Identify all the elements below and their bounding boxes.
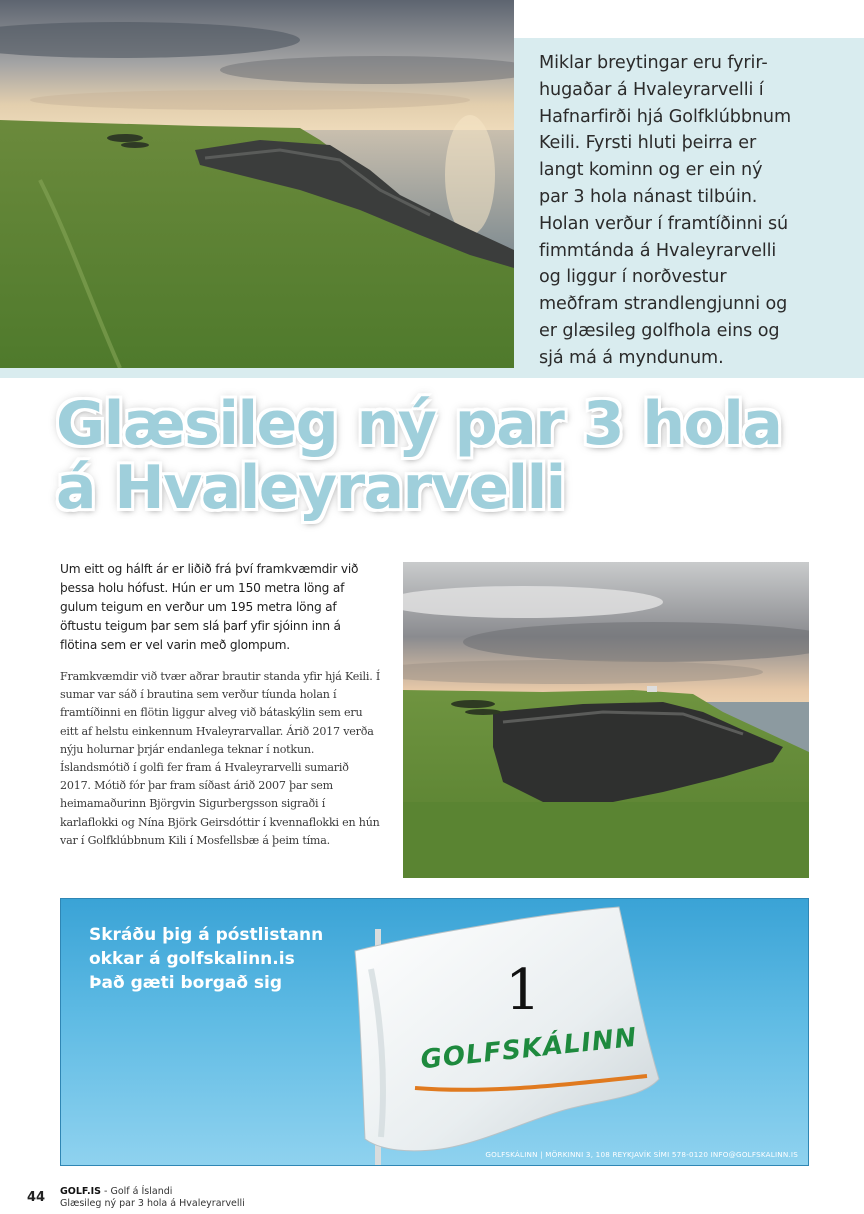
intro-box [514, 38, 864, 378]
footer-brand: GOLF.IS [60, 1186, 102, 1197]
intro-line: Keili. Fyrsti hluti þeirra er [539, 133, 757, 154]
intro-line: og liggur í norðvestur [539, 267, 727, 288]
flag-number: 1 [505, 958, 541, 1023]
headline-line-1: Glæsileg ný par 3 hola [56, 389, 782, 459]
page-number: 44 [27, 1190, 46, 1205]
intro-line: Hafnarfirði hjá Golfklúbbnum [539, 106, 792, 127]
logo-swoosh-icon [411, 1074, 651, 1094]
course-photo [403, 562, 809, 878]
intro-line: hugaðar á Hvaleyrarvelli í [539, 79, 764, 100]
hero-photo [0, 0, 514, 368]
intro-line: er glæsileg golfhola eins og [539, 320, 780, 341]
ad-line-2[interactable]: okkar á golfskalinn.is [89, 949, 295, 969]
intro-line: Miklar breytingar eru fyrir- [539, 53, 768, 73]
footer-section: - Golf á Íslandi [101, 1186, 173, 1197]
ad-line-3: Það gæti borgað sig [89, 973, 283, 993]
hero-band [0, 368, 514, 378]
intro-line: langt kominn og er ein ný [539, 160, 763, 181]
page-footer [60, 1186, 245, 1210]
footer-article: Glæsileg ný par 3 hola á Hvaleyrarvelli [60, 1198, 245, 1209]
intro-line: sjá má á myndunum. [539, 347, 724, 368]
ad-line-1: Skráðu þig á póstlistann [89, 925, 324, 945]
intro-line: meðfram strandlengjunni og [539, 294, 788, 315]
headline-line-2: á Hvaleyrarvelli [56, 453, 565, 523]
intro-line: fimmtánda á Hvaleyrarvelli [539, 240, 777, 261]
body-paragraph: Framkvæmdir við tvær aðrar brautir standa yfir hjá Keili. Í sumar var sáð í brautina sem verður tíunda holan í framtíðinni en flötin liggur alveg við bátaskýlin sem eru eitt af helstu einkennum Hvaleyrarvallar. Árið 2017 verða nýju holurnar þrjár endanlega teknar í notkun. Íslandsmótið í golfi fer fram á Hvaleyrarvelli sumarið 2017. Mótið fór þar fram síðast árið 2007 þar sem heimamaðurinn Björgvin Sigurbergsson sigraði í karlaflokki og Nína Björk Geirsdóttir í kvennaflokki en hún var í Golfklúbbnum Kili í Mosfellsbæ á þeim tíma. [60, 670, 381, 847]
intro-line: par 3 hola nánast tilbúin. [539, 186, 758, 207]
lead-paragraph: Um eitt og hálft ár er liðið frá því framkvæmdir við þessa holu hófust. Hún er um 150 metra löng af gulum teigum en verður um 195 metra löng af öftustu teigum þar sem slá þarf yfir sjóinn inn á flötina sem er vel varin með glompum. [60, 562, 359, 652]
intro-text [539, 50, 850, 372]
ad-contact: GOLFSKÁLINN | MÖRKINNI 3, 108 REYKJAVÍK SÍMI 578-0120 INFO@GOLFSKALINN.IS [485, 1150, 798, 1159]
golfskalinn-logo: GOLFSKÁLINN [419, 1022, 639, 1076]
advertisement-banner[interactable] [60, 898, 809, 1166]
article-headline [56, 389, 846, 523]
intro-line: Holan verður í framtíðinni sú [539, 213, 789, 234]
